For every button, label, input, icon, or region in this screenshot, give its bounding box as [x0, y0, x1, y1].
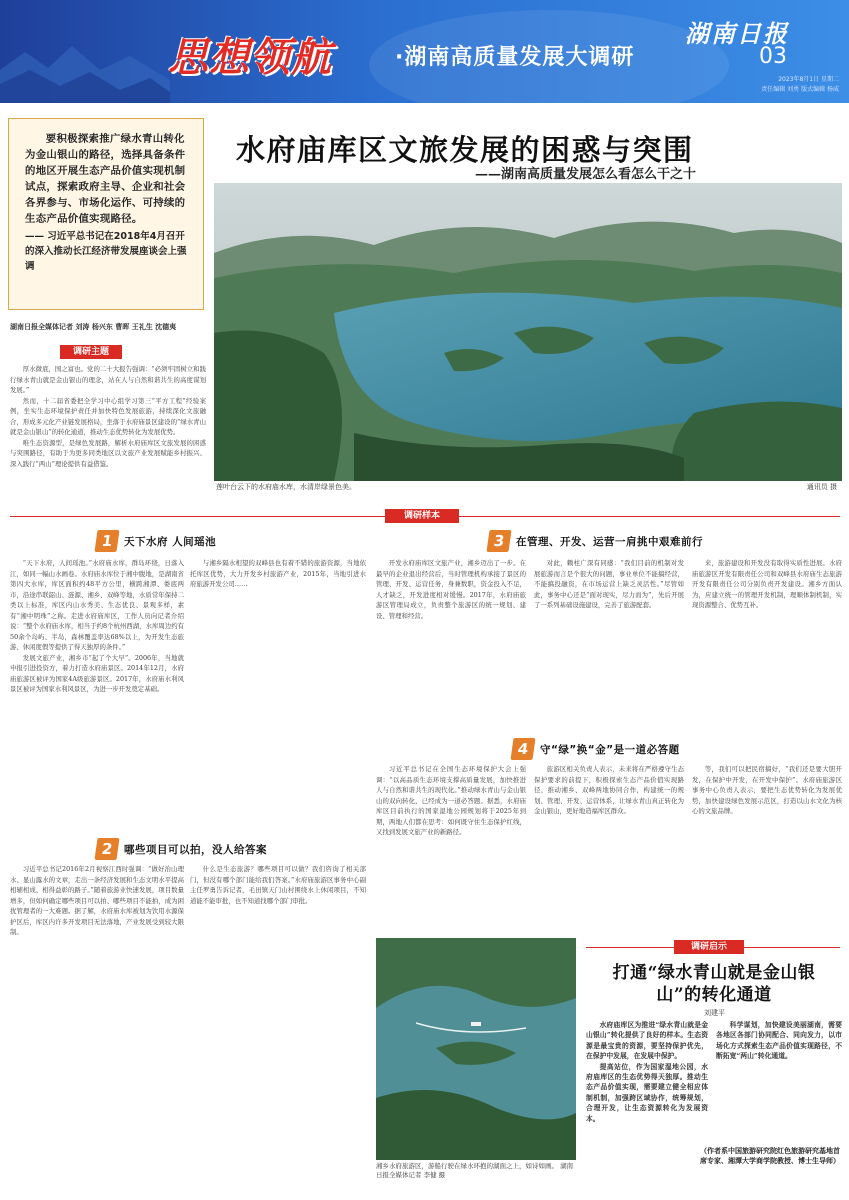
- section-2-col-a: [10, 864, 184, 1194]
- intro-paragraph: 然而，十二届省委把全学习中心组学习第三“平方工程”经验案例，坐实生态环境保护责任并加快特色发展旅游，持续深化文旅融合，形成多元化产业链发展格局，坐落于水府庙景区建设的“绿水青山就是金山银山”的转化通道，推动生态优势转化为发展优势。: [10, 396, 206, 436]
- section-number: 2: [94, 838, 119, 860]
- section-2-header: [96, 838, 267, 860]
- section-title: 在管理、开发、运营一肩挑中艰难前行: [516, 535, 703, 548]
- inspiration-paragraph: 提高站位，作为国家湿地公园，水府庙库区的生态优势得天独厚。推动生态产品价值实现，需要建立健全相应体制机制，加强跨区域协作，统筹规划，合理开发，让生态资源转化为发展资本。: [586, 1062, 708, 1123]
- section-4-col-c: [692, 764, 842, 934]
- intro-paragraph: 厚水微底，国之富也。党的二十大报告强调：“必须牢固树立和践行绿水青山就是金山银山的理念，站在人与自然和谐共生的高度谋划发展。”: [10, 365, 206, 394]
- article-paragraph: 等，我们可以把民宿搞好，“我们还是要大胆开发，在保护中开发，在开发中保护”。水府庙旅游区事务中心负责人表示，要把生态优势转化为发展优势，加快建设绿色发展示范区，打造以山水文化为核心的文旅品牌。: [692, 765, 842, 815]
- aerial-lake-photo: [214, 183, 842, 481]
- section-1-header: [96, 530, 216, 552]
- inspiration-paragraph: 科学谋划，加快建设美丽湖南，需要各地区各部门协同配合、同向发力，以市场化方式探索生态产品价值实现路径，不断拓宽“两山”转化通道。: [716, 1021, 842, 1061]
- headline-subtitle: ——湖南高质量发展怎么看怎么干之十: [475, 167, 697, 182]
- section-3-col-c: [692, 558, 842, 733]
- small-photo-caption: 湘乡水府旅游区，游船行驶在绿水环抱的湖面之上，如诗如画。 湖南日报全媒体记者 李健 摄: [376, 1162, 574, 1179]
- intro-paragraph: 唯生态资源型，是绿色发展路，解析水府庙库区文旅发展的困惑与突围路径，有助于为更多同类地区以文旅产业发展赋能乡村振兴、深入践行“两山”理论提供有益借鉴。: [10, 438, 206, 468]
- section-4-header: [512, 738, 680, 760]
- inspiration-col-b: [716, 1020, 842, 1138]
- tag-research-sample: 调研样本: [385, 509, 459, 523]
- article-paragraph: 习近平总书记在全国生态环境保护大会上强调：“以高品质生态环境支撑高质量发展，加快推进人与自然和谐共生的现代化。”推动绿水青山与金山银山的双向转化，已经成为一道必答题。据悉，水府庙库区目前执行的国家湿地公园规划将于2025年到期，两地人们都在思考：如何既守住生态保护红线，又找到发展文旅产业的新路径。: [376, 765, 526, 836]
- article-paragraph: 什么是生态旅游？哪些项目可以做？我们咨询了相关部门，但没有哪个部门能给我们答案。”水府庙旅游区事务中心副主任罗勇告诉记者，毛田镇天门山村围绕水上休闲项目，不知道能不能审批，也不知道找哪个部门审批。: [190, 865, 366, 905]
- column-name: 思想领航: [168, 35, 332, 81]
- paper-name: 湖南日报: [685, 19, 789, 48]
- tag-research-inspiration: 调研启示: [674, 940, 744, 954]
- section-title: 天下水府 人间瑶池: [124, 535, 217, 548]
- masthead-banner: [0, 0, 849, 103]
- page-number: 03: [759, 44, 787, 69]
- section-4-col-b: [534, 764, 684, 934]
- article-paragraph: 来，旅游建设和开发没有取得实质性进展。水府庙旅游区开发有限责任公司和双峰县水府庙生态旅游开发有限责任公司分别负责开发建设。湘乡方面认为，应建立统一的管理开发机制，理顺体制机制，实现资源整合、优势互补。: [692, 559, 842, 609]
- editors-line: 责任编辑 刘勇 版式编辑 杨威: [761, 86, 839, 93]
- photo-credit: 通讯员 摄: [806, 483, 837, 491]
- article-paragraph: 对此，赖柱广深有同感：“我们目前的机制对发展旅游而言是个很大的问题，事业单位不能搞经营，不能搞投融资，在市场运营上缺乏灵活性。”尽管如此，事务中心还是“面对现实，尽力而为”，先后开展了一系列基础设施建设，完善了旅游配套。: [534, 559, 684, 609]
- byline: 湖南日报全媒体记者 刘涛 杨兴东 曹晖 王礼生 沈德夷: [10, 323, 177, 331]
- article-paragraph: 习近平总书记2016年2月视察江西时强调：“做好治山理水、显山露水的文章，走出一条经济发展和生态文明水平提高相辅相成、相得益彰的路子。”随着旅游业快速发展，项目数量增多，但如何确定哪些项目可以拍、哪些项目不能拍，成为困扰管理者的一大难题。据了解，水府庙水库被划为饮用水源保护区后，库区内许多开发项目无法落地，产业发展受到较大限制。: [10, 865, 184, 936]
- section-4-col-a: [376, 764, 526, 934]
- author-note: （作者系中国旅游研究院红色旅游研究基地首席专家、湘潭大学商学院教授、博士生导师）: [700, 1147, 840, 1165]
- section-number: 1: [94, 530, 119, 552]
- scenic-boat-photo: [376, 938, 576, 1160]
- section-title: 守“绿”换“金”是一道必答题: [540, 743, 680, 756]
- mountain-graphic: [0, 40, 170, 103]
- article-paragraph: 开发水府庙库区文旅产业，湘乡迈出了一步。在最早的企业退出经营后，当时管理机构承接了景区的管理、开发、运营任务，身兼数职，资金投入不足，人才缺乏，开发进度相对缓慢。2017年，水府庙旅游区管理局成立，负责整个旅游区的统一规划、建设、管理和经营。: [376, 559, 526, 620]
- section-2-col-b: [190, 864, 366, 1194]
- inspiration-col-a: [586, 1020, 708, 1190]
- series-title: ·湖南高质量发展大调研: [395, 45, 635, 70]
- section-3-header: [488, 530, 703, 552]
- date-line: 2023年8月1日 星期二: [778, 76, 839, 83]
- tag-research-topic: 调研主题: [60, 345, 122, 359]
- quote-source: —— 习近平总书记在2018年4月召开的深入推动长江经济带发展座谈会上强调: [25, 231, 187, 272]
- quote-box: [8, 118, 204, 310]
- section-number: 4: [510, 738, 535, 760]
- article-paragraph: 旅游区相关负责人表示，未来将在严格遵守生态保护要求的前提下，积极探索生态产品价值实现路径，推动湘乡、双峰两地协同合作，构建统一的规划、管理、开发、运营体系，让绿水青山真正转化为金山银山，更好地造福库区群众。: [534, 765, 684, 815]
- section-3-col-a: [376, 558, 526, 733]
- headline-title: 水府庙库区文旅发展的困惑与突围: [236, 133, 694, 167]
- article-paragraph: 发展文旅产业，湘乡市“起了个大早”。2006年，当地就申报引进投资方，着力打造水府庙景区。2014年12月，水府庙旅游区被评为国家4A级旅游景区。2017年，水府庙水利风景区被评为国家水利风景区，为进一步开发奠定基础。: [10, 653, 184, 693]
- article-paragraph: “天下水府，人间瑶池。”水府庙水库，群岛环绕，日落入江，如同一幅山水画卷。水府庙水库位于湘中腹地，是湖南省第四大水库，库区面积约48平方公里，横跨湘潭、娄底两市，沿途串联韶山、涟源、湘乡、双峰等地，水质常年保持二类以上标准，库区内山水秀美、生态优良、景观多样，素有“湘中明珠”之称。走进水府庙库区，工作人员向记者介绍说：“整个水府庙水库，相当于约8个杭州西湖，水库周边约有50余个岛屿、半岛，森林覆盖率达68%以上，为开发生态旅游、休闲度假等提供了得天独厚的条件。”: [10, 559, 184, 651]
- photo-caption: 莲叶台云下的水府庙水库，水清岸绿景色美。: [216, 483, 356, 491]
- section-3-col-b: [534, 558, 684, 733]
- inspiration-author: 刘建平: [704, 1009, 725, 1017]
- article-paragraph: 与湘乡隔水相望的双峰县也有着不错的旅游资源，当地依托库区优势，大力开发乡村旅游产业，2015年，当地引进水府旅游开发公司……: [190, 559, 366, 588]
- section-1-col-b: [190, 558, 366, 828]
- inspiration-title: 打通“绿水青山就是金山银山”的转化通道: [612, 963, 816, 1005]
- inspiration-paragraph: 水府庙库区为推进“绿水青山就是金山银山”转化提供了良好的样本。生态资源是最宝贵的资源，要坚持保护优先，在保护中发展，在发展中保护。: [586, 1021, 708, 1061]
- section-number: 3: [486, 530, 511, 552]
- section-title: 哪些项目可以拍，没人给答案: [124, 843, 267, 856]
- quote-text: 要积极探索推广绿水青山转化为金山银山的路径，选择具备条件的地区开展生态产品价值实现机制试点，探索政府主导、企业和社会各界参与、市场化运作、可持续的生态产品价值实现路径。: [25, 133, 186, 225]
- intro-column: [10, 364, 206, 469]
